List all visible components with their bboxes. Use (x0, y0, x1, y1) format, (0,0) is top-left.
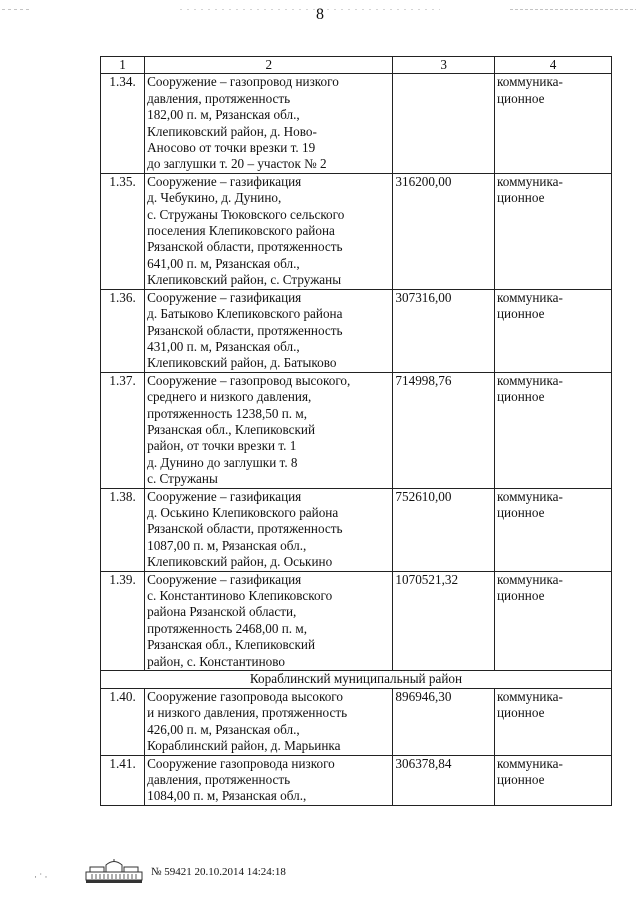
description-line: район, от точки врезки т. 1 (147, 438, 297, 454)
description-line: Сооружение – газификация (147, 488, 302, 504)
row-description (145, 689, 393, 756)
row-number: 1.40. (101, 689, 145, 756)
description-line: 426,00 п. м, Рязанская обл., (147, 721, 300, 737)
row-type (495, 755, 612, 805)
row-value: 714998,76 (393, 372, 495, 488)
table-row (101, 74, 612, 173)
description-line: Сооружение – газификация (147, 173, 302, 189)
type-text: коммуника- ционное (497, 74, 563, 106)
footer (0, 858, 640, 888)
table-row (101, 689, 612, 756)
row-type (495, 571, 612, 670)
description-line: Рязанская обл., Клепиковский (147, 421, 316, 437)
row-type (495, 488, 612, 571)
row-number: 1.38. (101, 488, 145, 571)
table-row (101, 571, 612, 670)
description-line: д. Оськино Клепиковского района (147, 504, 339, 520)
description-line: Рязанской области, протяженность (147, 239, 343, 255)
row-value: 307316,00 (393, 289, 495, 372)
description-line: Клепиковский район, с. Стружаны (147, 272, 342, 288)
type-text: коммуника- ционное (497, 372, 563, 405)
description-line: района Рязанской области, (147, 604, 297, 620)
description-line: среднего и низкого давления, (147, 389, 312, 405)
description-line: протяженность 2468,00 п. м, (147, 620, 308, 636)
description-line: давления, протяженность (147, 90, 291, 106)
description-line: Клепиковский район, д. Батыково (147, 355, 337, 371)
description-line: район, с. Константиново (147, 653, 285, 669)
row-number: 1.39. (101, 571, 145, 670)
description-line: Рязанская обл., Клепиковский (147, 637, 316, 653)
table-row (101, 488, 612, 571)
row-type (495, 689, 612, 756)
type-text: коммуника- ционное (497, 755, 563, 788)
type-text: коммуника- ционное (497, 488, 563, 520)
type-text: коммуника- ционное (497, 689, 563, 721)
registration-number: № 59421 20.10.2014 14:24:18 (151, 866, 286, 878)
table-row (101, 755, 612, 805)
description-line: Рязанской области, протяженность (147, 521, 343, 537)
header-col-2: 2 (145, 57, 393, 74)
description-line: и низкого давления, протяженность (147, 705, 348, 721)
row-description (145, 372, 393, 488)
description-line: с. Константиново Клепиковского (147, 588, 333, 603)
description-line: 431,00 п. м, Рязанская обл., (147, 338, 300, 354)
table-row (101, 289, 612, 372)
row-number: 1.36. (101, 289, 145, 372)
description-line: до заглушки т. 20 – участок № 2 (147, 156, 327, 172)
row-value: 896946,30 (393, 689, 495, 756)
description-line: с. Стружаны Тюковского сельского (147, 206, 345, 222)
type-text: коммуника- ционное (497, 289, 563, 322)
row-type (495, 74, 612, 173)
row-type (495, 289, 612, 372)
district-row (101, 671, 612, 689)
description-line: Сооружение газопровода высокого (147, 689, 343, 705)
header-col-4: 4 (495, 57, 612, 74)
row-number: 1.34. (101, 74, 145, 173)
row-description (145, 571, 393, 670)
property-table (100, 56, 612, 806)
description-line: Кораблинский район, д. Марьинка (147, 738, 341, 754)
row-type (495, 372, 612, 488)
description-line: Сооружение газопровода низкого (147, 755, 335, 771)
description-line: с. Стружаны (147, 471, 218, 487)
description-line: Сооружение – газификация (147, 289, 302, 305)
row-description (145, 488, 393, 571)
description-line: Сооружение – газопровод низкого (147, 74, 339, 90)
row-description (145, 289, 393, 372)
description-line: протяженность 1238,50 п. м, (147, 405, 308, 421)
table-row (101, 372, 612, 488)
description-line: 1084,00 п. м, Рязанская обл., (147, 788, 307, 804)
description-line: Клепиковский район, д. Оськино (147, 554, 333, 570)
scan-specks: · ˙ · (34, 872, 48, 882)
description-line: Сооружение – газопровод высокого, (147, 372, 351, 388)
row-description (145, 74, 393, 173)
description-line: д. Батыково Клепиковского района (147, 306, 343, 322)
row-value: 752610,00 (393, 488, 495, 571)
row-description (145, 755, 393, 805)
description-line: поселения Клепиковского района (147, 223, 335, 239)
description-line: 1087,00 п. м, Рязанская обл., (147, 537, 307, 553)
header-col-1: 1 (101, 57, 145, 74)
page-number: 8 (316, 6, 324, 23)
row-number: 1.37. (101, 372, 145, 488)
header-col-3: 3 (393, 57, 495, 74)
description-line: д. Дунино до заглушки т. 8 (147, 454, 298, 470)
description-line: давления, протяженность (147, 772, 291, 788)
row-number: 1.35. (101, 173, 145, 289)
row-value: 306378,84 (393, 755, 495, 805)
row-value: 1070521,32 (393, 571, 495, 670)
table-row (101, 173, 612, 289)
description-line: д. Чебукино, д. Дунино, (147, 190, 282, 206)
description-line: 182,00 п. м, Рязанская обл., (147, 107, 300, 123)
row-description (145, 173, 393, 289)
row-type (495, 173, 612, 289)
type-text: коммуника- ционное (497, 571, 563, 603)
row-value: 316200,00 (393, 173, 495, 289)
table-header-row (101, 57, 612, 74)
description-line: 641,00 п. м, Рязанская обл., (147, 255, 300, 271)
description-line: Рязанской области, протяженность (147, 322, 343, 338)
type-text: коммуника- ционное (497, 173, 563, 206)
description-line: Аносово от точки врезки т. 19 (147, 140, 316, 156)
district-name: Кораблинский муниципальный район (101, 671, 612, 689)
description-line: Сооружение – газификация (147, 571, 302, 587)
building-stamp-icon (84, 858, 144, 884)
row-value (393, 74, 495, 173)
row-number: 1.41. (101, 755, 145, 805)
description-line: Клепиковский район, д. Ново- (147, 123, 317, 139)
